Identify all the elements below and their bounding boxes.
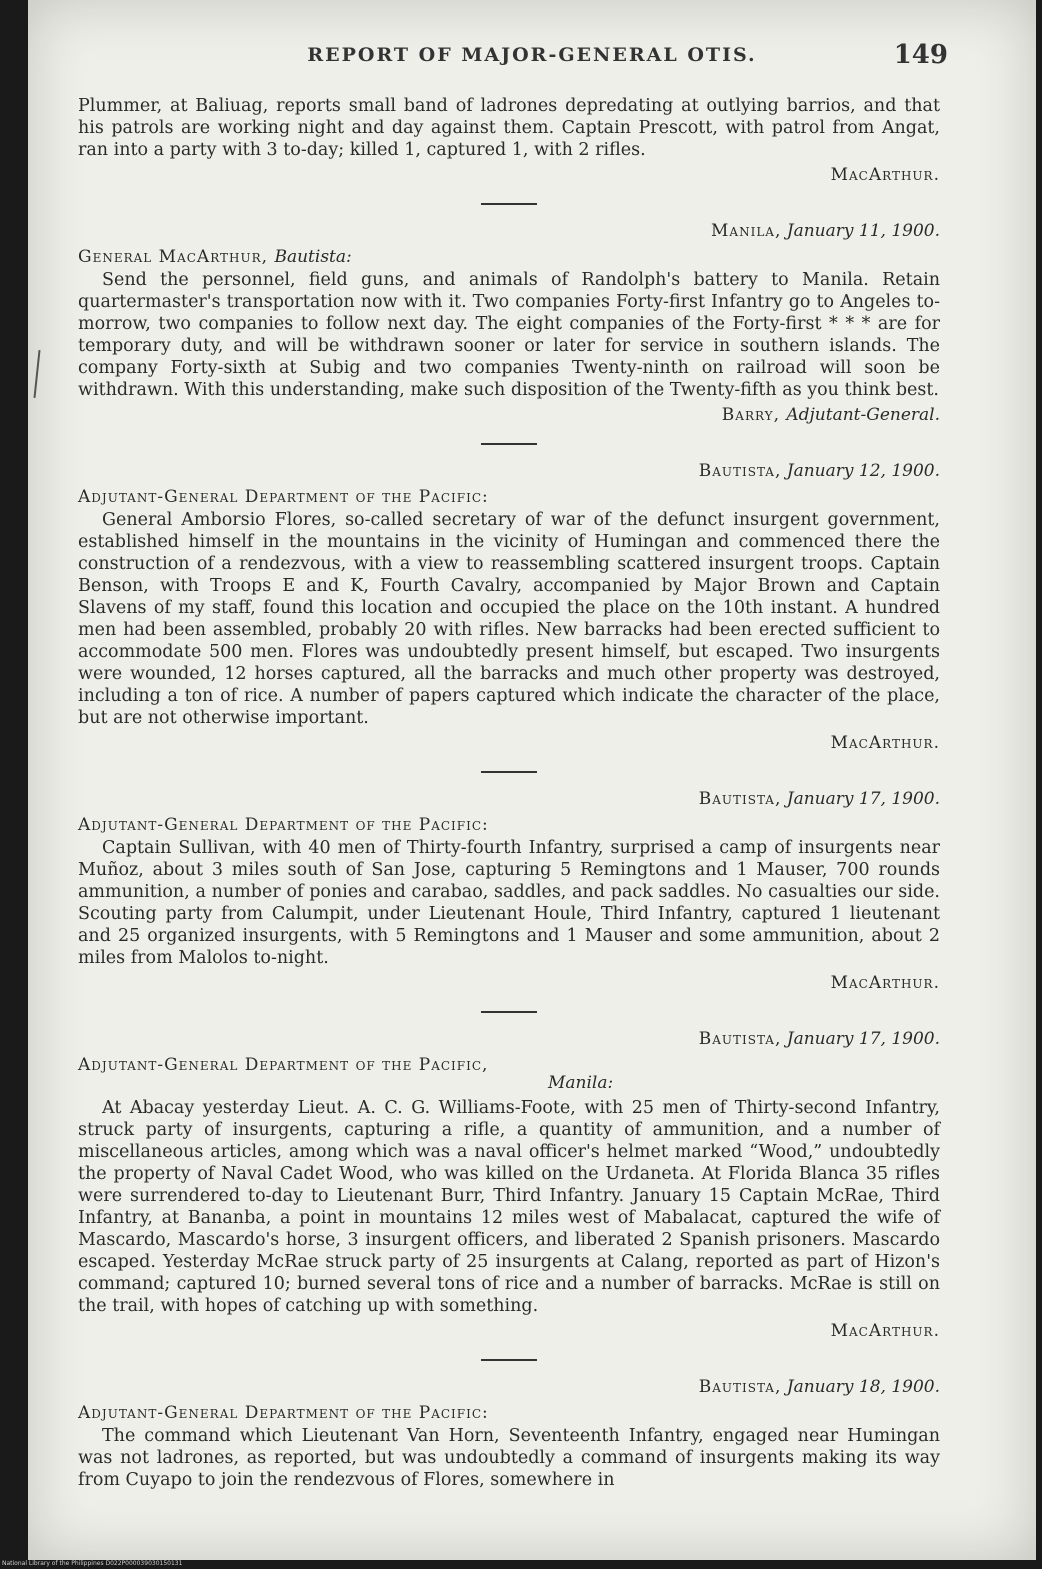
- dateline-date: January 17, 1900.: [786, 1029, 940, 1049]
- signature-title: Adjutant-General.: [786, 405, 940, 425]
- continued-message: [78, 95, 940, 185]
- dateline-place: Bautista,: [698, 461, 782, 481]
- addressee: Adjutant-General Department of the Pacific:: [78, 487, 489, 507]
- divider: [481, 771, 537, 773]
- running-title: REPORT OF MAJOR-GENERAL OTIS.: [307, 44, 757, 66]
- page-number: 149: [893, 40, 948, 70]
- message-jan-18: [78, 1377, 940, 1491]
- dateline-date: January 12, 1900.: [786, 461, 940, 481]
- dateline: [78, 461, 940, 481]
- margin-mark: [33, 350, 40, 398]
- page-content: [78, 95, 940, 1491]
- addressee: Adjutant-General Department of the Pacific:: [78, 815, 489, 835]
- divider: [481, 1359, 537, 1361]
- dateline-place: Bautista,: [698, 1377, 782, 1397]
- dateline-place: Bautista,: [698, 789, 782, 809]
- document-page: [28, 0, 1036, 1560]
- message-body: Send the personnel, field guns, and animals of Randolph's battery to Manila. Retain quartermaster's transportation now with it. Two companies Forty-first Infantry go to Angeles to-morrow, two companies to follow next day. The eight companies of the Forty-first * * * are for temporary duty, and will be withdrawn sooner or later for service in southern islands. The company Forty-sixth at Subig and two companies Twenty-ninth on railroad will soon be withdrawn. With this understanding, make such disposition of the Twenty-fifth as you think best.: [78, 270, 940, 400]
- dateline-date: January 18, 1900.: [786, 1377, 940, 1397]
- addressee-location: Bautista:: [274, 247, 352, 267]
- divider: [481, 203, 537, 205]
- dateline: [78, 789, 940, 809]
- addressee-location: Manila:: [548, 1073, 614, 1093]
- signature: MacArthur.: [830, 165, 940, 185]
- message-jan-11: [78, 221, 940, 425]
- addressee-name: General MacArthur,: [78, 247, 269, 267]
- message-jan-17-b: [78, 1029, 940, 1341]
- signature-name: Barry,: [721, 405, 780, 425]
- signature: MacArthur.: [830, 973, 940, 993]
- dateline: [78, 1029, 940, 1049]
- dateline: [78, 221, 940, 241]
- dateline: [78, 1377, 940, 1397]
- scan-footer: National Library of the Philippines D022P000039030150131: [2, 1560, 183, 1567]
- message-jan-17-a: [78, 789, 940, 993]
- signature: MacArthur.: [830, 1321, 940, 1341]
- message-jan-12: [78, 461, 940, 753]
- message-body: General Amborsio Flores, so-called secretary of war of the defunct insurgent government, established himself in the mountains in the vicinity of Humingan and commenced there the construction of a rendezvous, with a view to reassembling scattered insurgent troops. Captain Benson, with Troops E and K, Fourth Cavalry, accompanied by Major Brown and Captain Slavens of my staff, found this location and occupied the place on the 10th instant. A hundred men had been assembled, probably 20 with rifles. New barracks had been erected sufficient to accommodate 500 men. Flores was undoubtedly present himself, but escaped. Two insurgents were wounded, 12 horses captured, all the barracks and much other property was destroyed, including a ton of rice. A number of papers captured which indicate the character of the place, but are not otherwise important.: [78, 510, 940, 728]
- dateline-date: January 11, 1900.: [786, 221, 940, 241]
- message-body: Captain Sullivan, with 40 men of Thirty-fourth Infantry, surprised a camp of insurgents near Muñoz, about 3 miles south of San Jose, capturing 5 Remingtons and 1 Mauser, 700 rounds ammunition, a number of ponies and carabao, saddles, and pack saddles. No casualties our side. Scouting party from Calumpit, under Lieutenant Houle, Third Infantry, captured 1 lieutenant and 25 organized insurgents, with 5 Remingtons and 1 Mauser and some ammunition, about 2 miles from Malolos to-night.: [78, 838, 940, 968]
- dateline-place: Manila,: [711, 221, 782, 241]
- page-header: [28, 42, 1036, 72]
- dateline-date: January 17, 1900.: [786, 789, 940, 809]
- divider: [481, 1011, 537, 1013]
- addressee: [78, 247, 940, 267]
- message-body: Plummer, at Baliuag, reports small band of ladrones depredating at outlying barrios, and that his patrols are working night and day against them. Captain Prescott, with patrol from Angat, ran into a party with 3 to-day; killed 1, captured 1, with 2 rifles.: [78, 96, 940, 160]
- message-body: At Abacay yesterday Lieut. A. C. G. Williams-Foote, with 25 men of Thirty-second Infantry, struck party of insurgents, capturing a rifle, a quantity of ammunition, and a number of miscellaneous articles, among which was a naval officer's helmet marked “Wood,” undoubtedly the property of Naval Cadet Wood, who was killed on the Urdaneta. At Florida Blanca 35 rifles were surrendered to-day to Lieutenant Burr, Third Infantry. January 15 Captain McRae, Third Infantry, at Bananba, a point in mountains 12 miles west of Mabalacat, captured the wife of Mascardo, Mascardo's horse, 3 insurgent officers, and liberated 2 Spanish prisoners. Mascardo escaped. Yesterday McRae struck party of 25 insurgents at Calang, reported as part of Hizon's command; captured 10; burned several tons of rice and a number of barracks. McRae is still on the trail, with hopes of catching up with something.: [78, 1098, 940, 1316]
- signature: [78, 405, 940, 425]
- signature: MacArthur.: [830, 733, 940, 753]
- message-body: The command which Lieutenant Van Horn, Seventeenth Infantry, engaged near Humingan was not ladrones, as reported, but was undoubtedly a command of insurgents making its way from Cuyapo to join the rendezvous of Flores, somewhere in: [78, 1426, 940, 1490]
- divider: [481, 443, 537, 445]
- addressee: Adjutant-General Department of the Pacific,: [78, 1055, 489, 1075]
- addressee: Adjutant-General Department of the Pacific:: [78, 1403, 489, 1423]
- dateline-place: Bautista,: [698, 1029, 782, 1049]
